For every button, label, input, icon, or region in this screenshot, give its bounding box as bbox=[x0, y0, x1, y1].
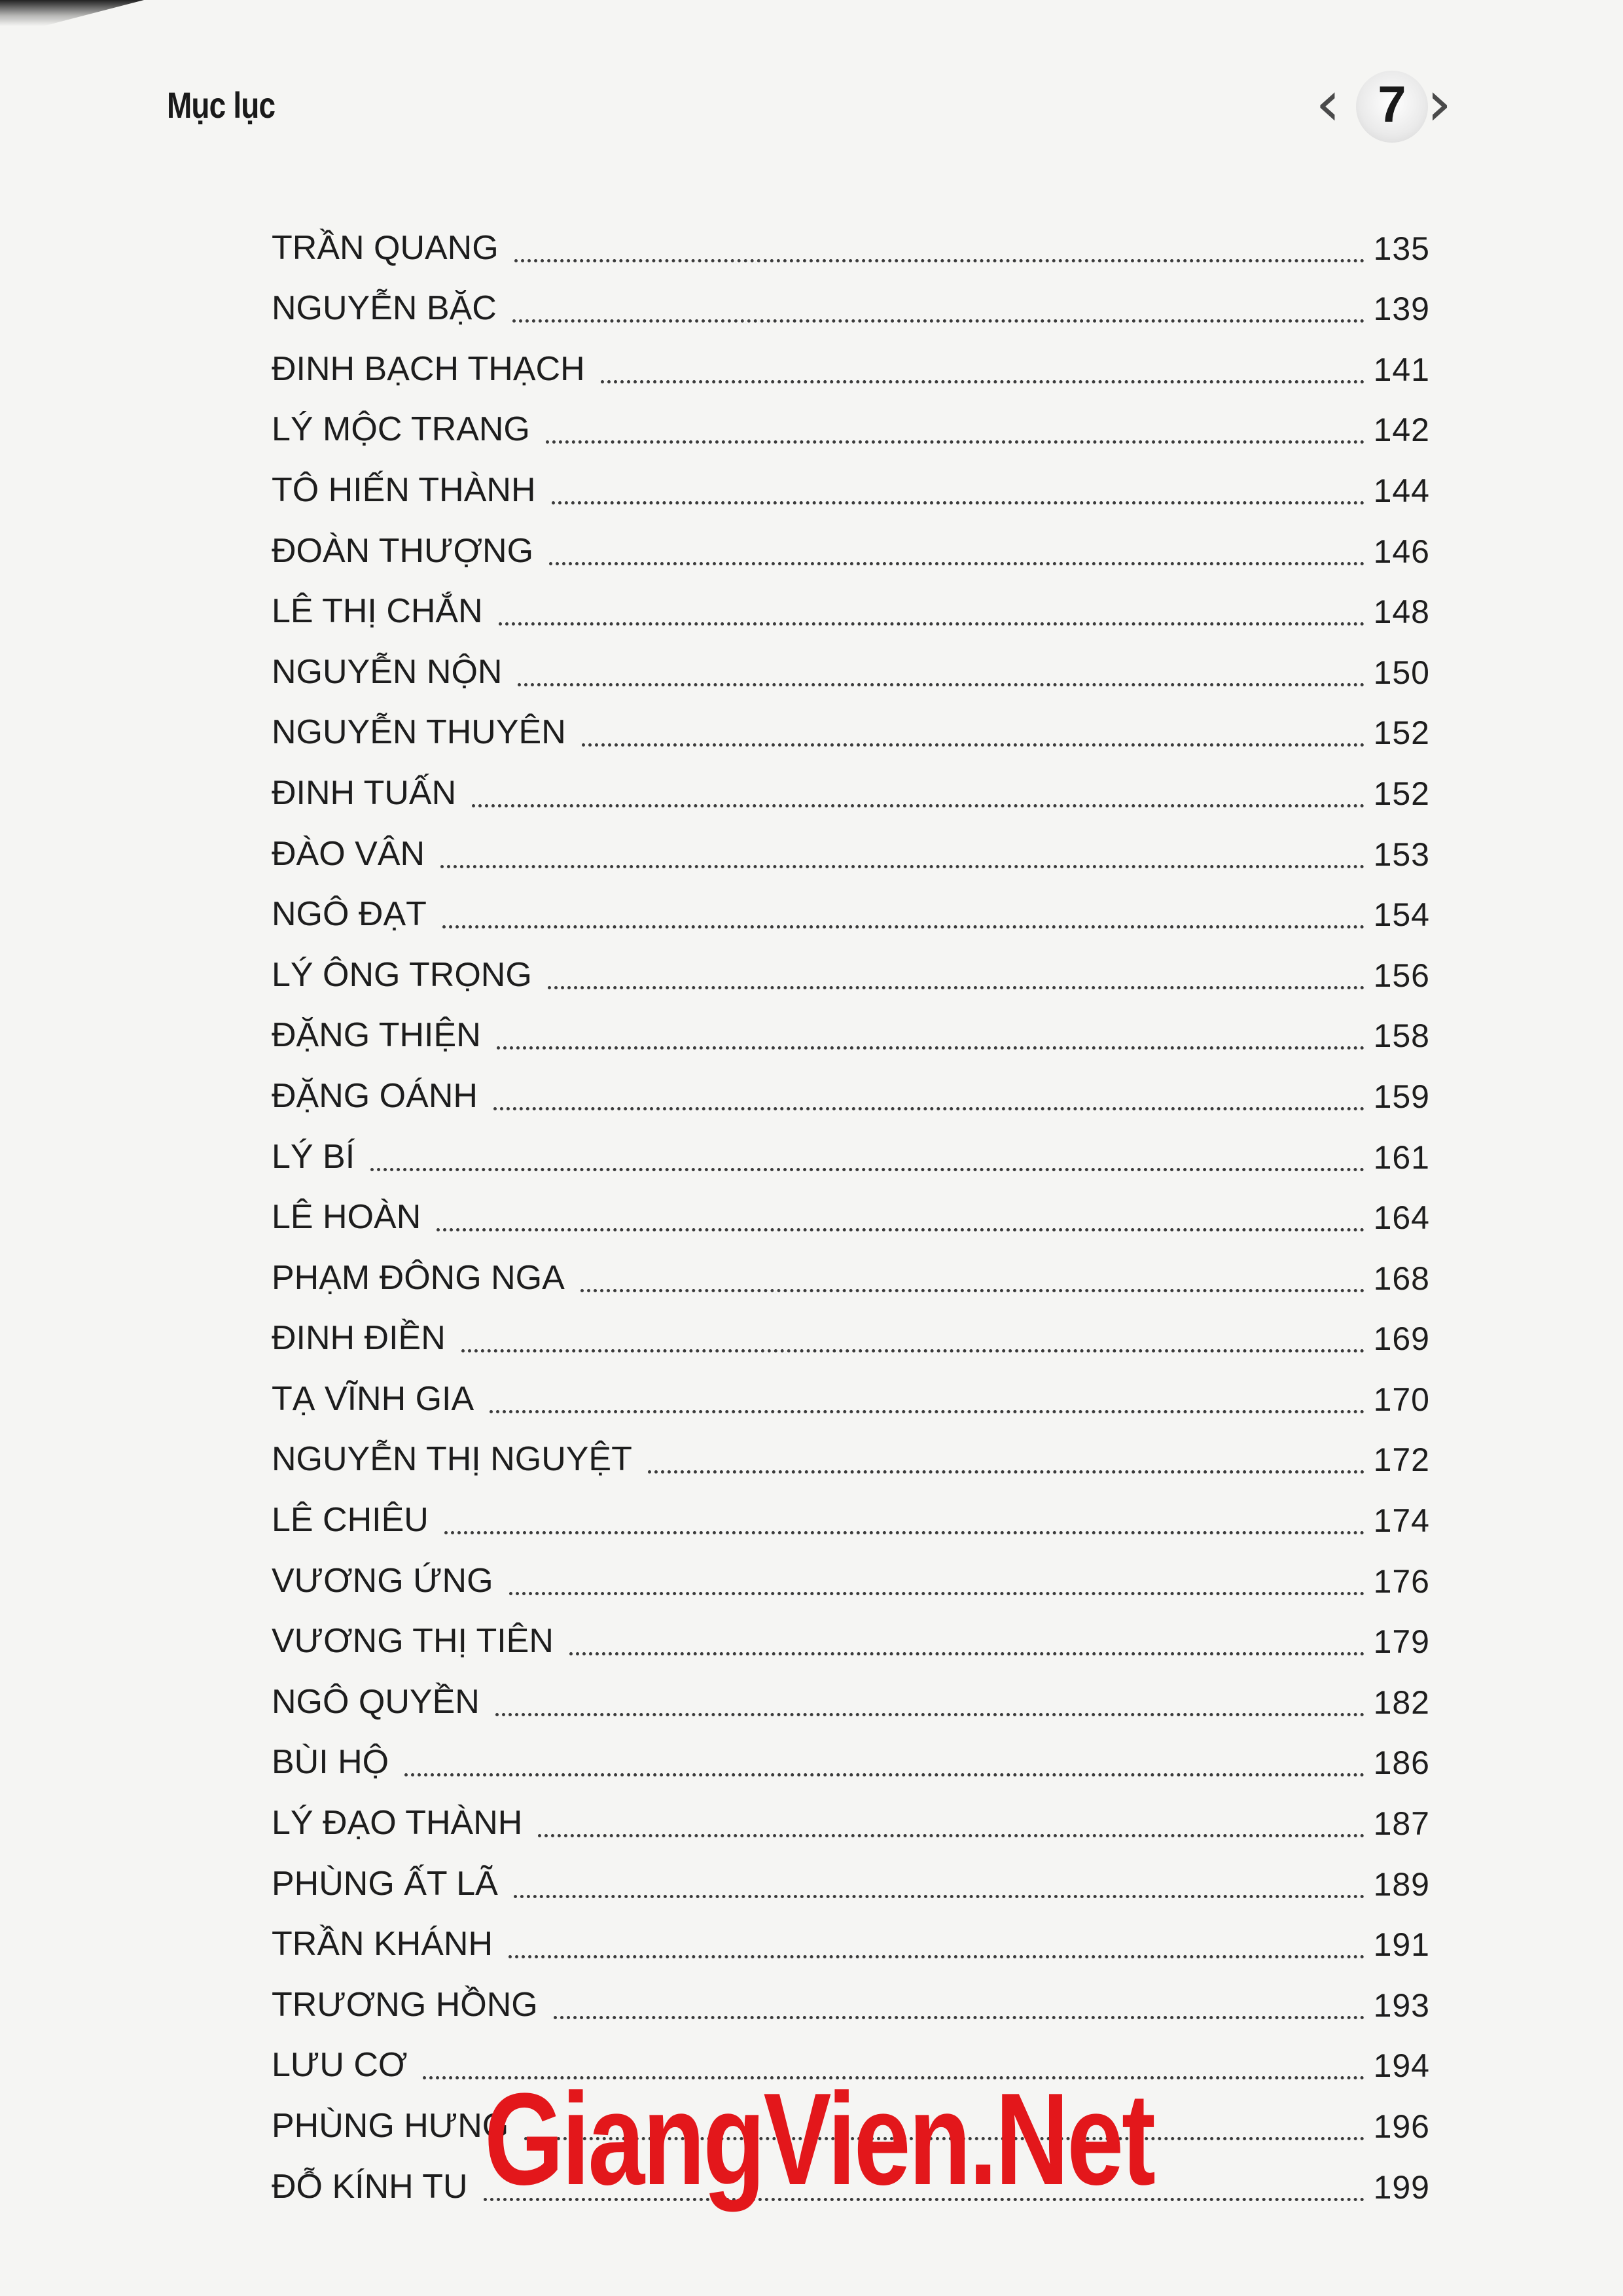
toc-entry bbox=[272, 270, 1430, 331]
toc-entry-page: 161 bbox=[1373, 1139, 1430, 1176]
toc-entry-name: ĐINH BẠCH THẠCH bbox=[272, 349, 585, 388]
toc-entry-name: LƯU CƠ bbox=[272, 2046, 408, 2085]
toc-entry-name: NGUYỄN THUYÊN bbox=[272, 713, 566, 752]
toc-entry-name: PHÙNG HƯNG bbox=[272, 2107, 509, 2145]
toc-entry-name: ĐẶNG OÁNH bbox=[272, 1076, 478, 1115]
section-title: Mục lục bbox=[167, 84, 276, 126]
toc-entry-name: ĐÀO VÂN bbox=[272, 834, 425, 873]
toc-entry-page: 159 bbox=[1373, 1078, 1430, 1115]
toc-entry-name: TRƯƠNG HỒNG bbox=[272, 1985, 538, 2024]
toc-entry-name: LÝ ĐẠO THÀNH bbox=[272, 1804, 523, 1843]
toc-entry-name: NGUYỄN BẶC bbox=[272, 289, 497, 328]
toc-entry-name: PHẠM ĐÔNG NGA bbox=[272, 1258, 565, 1297]
toc-entry bbox=[272, 1421, 1430, 1482]
toc-entry bbox=[272, 1360, 1430, 1421]
toc-entry-page: 141 bbox=[1373, 351, 1430, 388]
chevron-left-icon: ‹ bbox=[1315, 67, 1341, 140]
toc-entry-page: 176 bbox=[1373, 1563, 1430, 1600]
toc-dot-leader bbox=[549, 562, 1364, 565]
toc-entry-name: LÊ THỊ CHẮN bbox=[272, 592, 483, 631]
toc-entry bbox=[272, 633, 1430, 694]
toc-entry-name: ĐỖ KÍNH TU bbox=[272, 2167, 468, 2206]
toc-entry-name: LÝ ÔNG TRỌNG bbox=[272, 955, 532, 994]
toc-dot-leader bbox=[580, 1289, 1364, 1292]
table-of-contents bbox=[272, 209, 1430, 2212]
toc-entry bbox=[272, 1663, 1430, 1724]
toc-entry bbox=[272, 1118, 1430, 1179]
toc-dot-leader bbox=[508, 1955, 1364, 1958]
toc-entry-name: NGUYỄN NỘN bbox=[272, 652, 503, 691]
toc-entry-page: 191 bbox=[1373, 1926, 1430, 1964]
toc-entry bbox=[272, 1542, 1430, 1603]
toc-entry-page: 152 bbox=[1373, 715, 1430, 752]
toc-entry-name: TRẦN KHÁNH bbox=[272, 1925, 493, 1964]
toc-dot-leader bbox=[512, 319, 1364, 323]
toc-dot-leader bbox=[490, 1410, 1364, 1413]
toc-entry-name: ĐINH TUẤN bbox=[272, 773, 457, 812]
toc-entry bbox=[272, 573, 1430, 634]
toc-entry-name: BÙI HỘ bbox=[272, 1743, 389, 1782]
toc-entry bbox=[272, 815, 1430, 876]
page-number: 7 bbox=[1378, 75, 1406, 133]
toc-entry-name: LÝ MỘC TRANG bbox=[272, 410, 530, 449]
watermark-text: GiangVien.Net bbox=[484, 2066, 1154, 2212]
toc-entry-name: ĐOÀN THƯỢNG bbox=[272, 531, 534, 570]
toc-entry-page: 174 bbox=[1373, 1502, 1430, 1540]
toc-entry-page: 194 bbox=[1373, 2047, 1430, 2085]
toc-entry-page: 182 bbox=[1373, 1684, 1430, 1721]
toc-entry-page: 154 bbox=[1373, 896, 1430, 934]
toc-dot-leader bbox=[440, 865, 1364, 868]
chevron-right-icon: › bbox=[1427, 67, 1452, 140]
toc-entry bbox=[272, 754, 1430, 815]
toc-entry-page: 193 bbox=[1373, 1987, 1430, 2024]
toc-entry-name: VƯƠNG ỨNG bbox=[272, 1561, 493, 1600]
toc-dot-leader bbox=[404, 1773, 1364, 1776]
toc-dot-leader bbox=[569, 1652, 1364, 1655]
toc-entry-name: NGÔ ĐẠT bbox=[272, 895, 427, 934]
toc-dot-leader bbox=[601, 380, 1364, 383]
toc-entry bbox=[272, 1300, 1430, 1361]
toc-dot-leader bbox=[538, 1834, 1364, 1837]
toc-dot-leader bbox=[442, 925, 1364, 928]
toc-dot-leader bbox=[444, 1531, 1364, 1534]
toc-entry-page: 150 bbox=[1373, 654, 1430, 691]
toc-entry bbox=[272, 1724, 1430, 1785]
toc-entry bbox=[272, 512, 1430, 573]
toc-entry-page: 153 bbox=[1373, 836, 1430, 873]
toc-entry-page: 142 bbox=[1373, 412, 1430, 449]
toc-entry bbox=[272, 1603, 1430, 1664]
toc-entry bbox=[272, 997, 1430, 1058]
toc-entry-name: TÔ HIẾN THÀNH bbox=[272, 470, 536, 509]
toc-entry-name: TRẦN QUANG bbox=[272, 228, 499, 267]
toc-entry bbox=[272, 1239, 1430, 1300]
toc-entry bbox=[272, 1179, 1430, 1240]
page-header bbox=[0, 0, 1623, 157]
toc-dot-leader bbox=[472, 804, 1364, 807]
toc-entry-page: 168 bbox=[1373, 1260, 1430, 1297]
toc-dot-leader bbox=[518, 683, 1364, 686]
toc-dot-leader bbox=[461, 1349, 1364, 1352]
toc-entry bbox=[272, 876, 1430, 937]
toc-entry-page: 146 bbox=[1373, 533, 1430, 570]
toc-entry-page: 179 bbox=[1373, 1623, 1430, 1661]
toc-entry bbox=[272, 451, 1430, 512]
toc-entry-name: TẠ VĨNH GIA bbox=[272, 1379, 474, 1418]
toc-entry-page: 144 bbox=[1373, 472, 1430, 509]
toc-entry bbox=[272, 1057, 1430, 1118]
toc-entry-name: NGÔ QUYỀN bbox=[272, 1682, 480, 1721]
page-number-badge bbox=[1315, 59, 1466, 150]
toc-entry-page: 189 bbox=[1373, 1865, 1430, 1903]
toc-entry-page: 172 bbox=[1373, 1441, 1430, 1479]
toc-entry-name: PHÙNG ẤT LÃ bbox=[272, 1864, 498, 1903]
toc-entry bbox=[272, 1906, 1430, 1967]
toc-entry-name: LÊ CHIÊU bbox=[272, 1501, 429, 1540]
toc-entry-page: 186 bbox=[1373, 1744, 1430, 1782]
toc-entry bbox=[272, 1784, 1430, 1845]
toc-entry-name: NGUYỄN THỊ NGUYỆT bbox=[272, 1440, 632, 1479]
toc-dot-leader bbox=[437, 1228, 1364, 1231]
toc-dot-leader bbox=[370, 1168, 1364, 1171]
toc-entry-name: LÝ BÍ bbox=[272, 1137, 355, 1176]
toc-dot-leader bbox=[499, 622, 1364, 626]
toc-dot-leader bbox=[548, 986, 1364, 989]
toc-dot-leader bbox=[495, 1713, 1364, 1716]
toc-entry bbox=[272, 1481, 1430, 1542]
toc-entry-name: ĐẶNG THIỆN bbox=[272, 1016, 481, 1055]
toc-entry-page: 170 bbox=[1373, 1381, 1430, 1418]
toc-entry-page: 135 bbox=[1373, 230, 1430, 267]
toc-entry-page: 152 bbox=[1373, 775, 1430, 812]
toc-dot-leader bbox=[497, 1046, 1364, 1050]
toc-entry-page: 199 bbox=[1373, 2168, 1430, 2206]
toc-entry bbox=[272, 209, 1430, 270]
toc-entry bbox=[272, 1845, 1430, 1906]
toc-entry-name: VƯƠNG THỊ TIÊN bbox=[272, 1622, 554, 1661]
toc-entry-name: LÊ HOÀN bbox=[272, 1198, 421, 1237]
toc-dot-leader bbox=[582, 743, 1364, 747]
toc-entry-page: 158 bbox=[1373, 1017, 1430, 1055]
toc-dot-leader bbox=[554, 2016, 1364, 2019]
toc-dot-leader bbox=[509, 1592, 1364, 1595]
toc-entry bbox=[272, 1966, 1430, 2027]
toc-entry-page: 196 bbox=[1373, 2108, 1430, 2145]
toc-entry bbox=[272, 391, 1430, 452]
toc-entry-page: 139 bbox=[1373, 291, 1430, 328]
toc-entry-page: 169 bbox=[1373, 1320, 1430, 1358]
toc-entry bbox=[272, 330, 1430, 391]
toc-entry-page: 148 bbox=[1373, 593, 1430, 631]
toc-entry bbox=[272, 936, 1430, 997]
toc-dot-leader bbox=[514, 1895, 1364, 1898]
toc-dot-leader bbox=[648, 1470, 1364, 1474]
toc-dot-leader bbox=[493, 1107, 1364, 1110]
toc-entry-name: ĐINH ĐIỀN bbox=[272, 1319, 446, 1358]
toc-dot-leader bbox=[546, 440, 1364, 444]
toc-entry bbox=[272, 694, 1430, 755]
toc-entry-page: 187 bbox=[1373, 1805, 1430, 1843]
toc-dot-leader bbox=[514, 259, 1364, 262]
toc-entry-page: 156 bbox=[1373, 957, 1430, 994]
toc-dot-leader bbox=[552, 501, 1364, 504]
toc-entry-page: 164 bbox=[1373, 1199, 1430, 1237]
